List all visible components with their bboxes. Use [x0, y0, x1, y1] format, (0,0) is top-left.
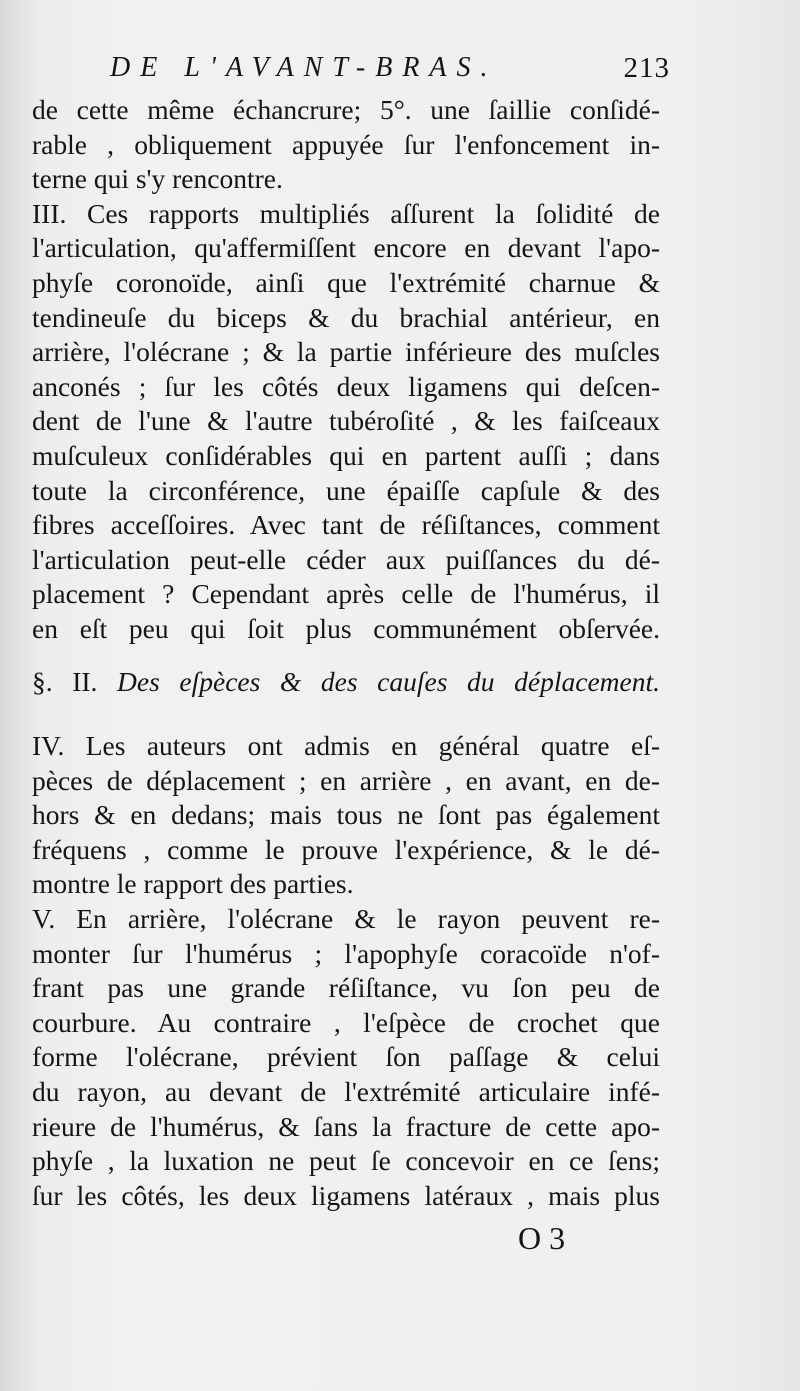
running-header: [110, 52, 670, 92]
paragraph: [32, 93, 660, 197]
text-line: placement ? Cependant après celle de l'humérus, il: [32, 578, 660, 610]
text-line: anconés ; ſur les côtés deux ligamens qui deſcen-: [32, 370, 660, 402]
text-line: de cette même échancrure; 5°. une ſaillie conſidé-: [32, 94, 660, 125]
text-line: phyſe coronoïde, ainſi que l'extrémité charnue &: [32, 266, 660, 298]
text-line: l'articulation, qu'affermiſſent encore en devant l'apo-: [32, 232, 660, 264]
running-title: DE L'AVANT-BRAS.: [110, 52, 498, 83]
text-line: rieure de l'humérus, & ſans la fracture de cette apo-: [32, 1110, 660, 1142]
paragraph: [32, 197, 660, 647]
body-text: [32, 93, 660, 1213]
text-line: frant pas une grande réſiſtance, vu ſon peu de: [32, 972, 660, 1004]
text-line: l'articulation peut-elle céder aux puiſſances du dé-: [32, 543, 660, 575]
text-line: montre le rapport des parties.: [32, 868, 354, 900]
text-line: dent de l'une & l'autre tubéroſité , & les faiſceaux: [32, 405, 660, 437]
text-line: phyſe , la luxation ne peut ſe concevoir en ce ſens;: [32, 1145, 660, 1177]
text-line: du rayon, au devant de l'extrémité articulaire infé-: [32, 1076, 660, 1108]
text-line: arrière, l'olécrane ; & la partie inférieure des muſcles: [32, 336, 660, 368]
text-line: hors & en dedans; mais tous ne ſont pas également: [32, 799, 660, 831]
page-number: 213: [623, 52, 670, 84]
section-number: §. II.: [32, 665, 98, 697]
text-line: pèces de déplacement ; en arrière , en avant, en de-: [32, 764, 660, 796]
signature-mark: O 3: [518, 1220, 566, 1256]
text-line: muſculeux conſidérables qui en partent auſſi ; dans: [32, 439, 660, 471]
text-line: fréquens , comme le prouve l'expérience, & le dé-: [32, 833, 660, 865]
text-line: courbure. Au contraire , l'eſpèce de crochet que: [32, 1006, 660, 1038]
text-line: tendineuſe du biceps & du brachial antérieur, en: [32, 301, 660, 333]
text-line: rable , obliquement appuyée ſur l'enfoncement in-: [32, 128, 660, 160]
text-line: fibres acceſſoires. Avec tant de réſiſtances, comment: [32, 509, 660, 541]
text-line: forme l'olécrane, prévient ſon paſſage & celui: [32, 1041, 660, 1073]
text-line: monter ſur l'humérus ; l'apophyſe coracoïde n'of-: [32, 937, 660, 969]
text-line: terne qui s'y rencontre.: [32, 163, 283, 195]
text-line: V. En arrière, l'olécrane & le rayon peuvent re-: [32, 903, 660, 935]
paragraph: [32, 729, 660, 902]
text-line: IV. Les auteurs ont admis en général quatre eſ-: [32, 730, 660, 762]
section-title: Des eſpèces & des cauſes du déplacement.: [117, 665, 660, 697]
text-line: III. Ces rapports multipliés aſſurent la ſolidité de: [32, 197, 660, 229]
section-heading: [32, 665, 660, 700]
paragraph: [32, 902, 660, 1213]
text-line: toute la circonférence, une épaiſſe capſule & des: [32, 474, 660, 506]
text-line: ſur les côtés, les deux ligamens latéraux , mais plus: [32, 1179, 660, 1211]
text-line: en eſt peu qui ſoit plus communément obſervée.: [32, 612, 660, 644]
